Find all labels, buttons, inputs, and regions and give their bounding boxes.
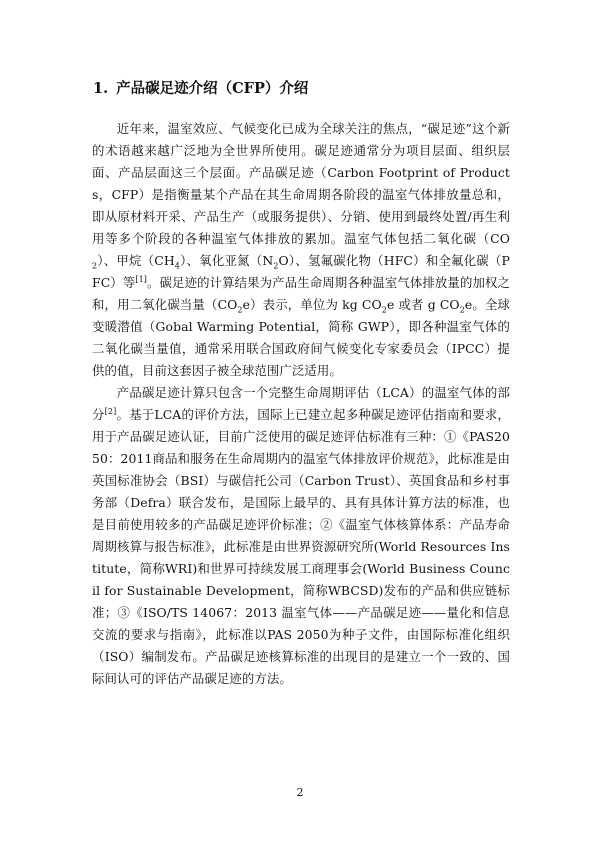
paragraph-cfp-definition [92, 118, 510, 382]
body-text [92, 118, 510, 690]
text-run: e）表示，单位为 kg CO [242, 297, 382, 312]
section-heading [93, 78, 308, 100]
text-run: 。基于LCA的评价方法，国际上已建立起多种碳足迹评估指南和要求，用于产品碳足迹认证，目前广泛使用的碳足迹评估标准有三种：①《PAS2050：2011商品和服务在生命周期内的温室气体排放评价规范》，此标准是由英国标准协会（BSI）与碳信托公司（Carbon Trust）、英国食品和乡村事务部（Defra）联合发布，是国际上最早的、具有具体计算方法的标准，也是目前使用较多的产品碳足迹评价标准；②《温室气体核算体系：产品寿命周期核算与报告标准》，此标准是由世界资源研究所(World Resources Institute，简称WRI)和世界可持续发展工商理事会(World Business Council for Sustainable Development，简称WBCSD)发布的产品和供应链标准；③《ISO/TS 14067：2013 温室气体——产品碳足迹——量化和信息交流的要求与指南》，此标准以PAS 2050为种子文件，由国际标准化组织（ISO）编制发布。产品碳足迹核算标准的出现目的是建立一个一致的、国际间认可的评估产品碳足迹的方法。 [92, 407, 511, 686]
page-number: 2 [296, 786, 304, 799]
subscript: 2 [92, 261, 98, 271]
section-number: 1. [93, 80, 109, 97]
text-run: 产品碳足迹计算只包含一个完整生命周期评估（LCA）的温室气体的部分 [92, 385, 510, 422]
citation-ref: [1] [135, 274, 147, 284]
text-run: O）、氢氟碳化物（HFC）和全氟化碳（PFC）等 [92, 253, 510, 290]
text-run: e。全球变暖潜值（Gobal Warming Potential，简称 GWP），即各种温室气体的二氧化碳当量值，通常采用联合国政府间气候变化专家委员会（IPCC）提供的值，目前这套因子被全球范围广泛适用。 [92, 297, 510, 378]
text-run: ）、氧化亚氮（N [180, 253, 274, 268]
section-title: 产品碳足迹介绍（CFP）介绍 [116, 80, 309, 97]
paragraph-cfp-standards [92, 382, 510, 690]
text-run: ）、甲烷（CH [97, 253, 175, 268]
text-run: e 或者 g CO [386, 297, 460, 312]
subscript: 2 [381, 305, 387, 315]
citation-ref: [2] [104, 406, 117, 416]
text-run: 近年来，温室效应、气候变化已成为全球关注的焦点，“碳足迹”这个新的术语越来越广泛地为全世界所使用。碳足迹通常分为项目层面、组织层面、产品层面这三个层面。产品碳足迹（Carbon Footprint of Products，CFP）是指衡量某个产品在其生命周期各阶段的温室气体排放量总和，即从原材料开采、产品生产（或服务提供）、分销、使用到最终处置/再生利用等多个阶段的各种温室气体排放的累加。温室气体包括二氧化碳（CO [92, 121, 510, 246]
subscript: 2 [237, 305, 243, 315]
subscript: 2 [459, 305, 465, 315]
subscript: 2 [273, 261, 279, 271]
subscript: 4 [174, 261, 180, 271]
text-run: 。碳足迹的计算结果为产品生命周期各种温室气体排放量的加权之和，用二氧化碳当量（CO [92, 275, 510, 312]
